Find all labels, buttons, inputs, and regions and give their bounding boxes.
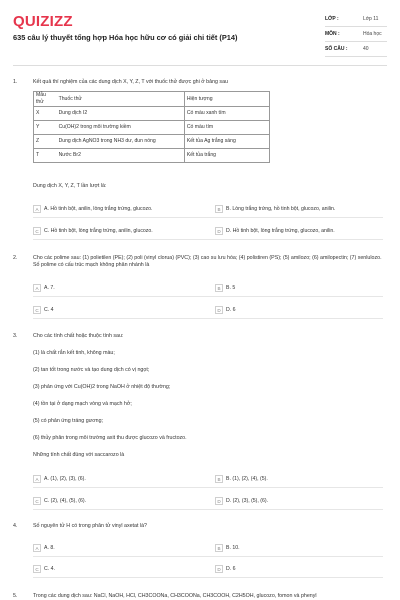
option-text[interactable]: C. 4. [44, 565, 55, 572]
option-letter-box[interactable]: C [33, 565, 41, 573]
option-text[interactable]: A. Hồ tinh bột, anilin, lòng trắng trứng, glucozo. [44, 205, 153, 212]
table-cell: Cu(OH)2 trong môi trường kiềm [57, 121, 185, 135]
table-cell: Mẫu thử [34, 92, 57, 107]
table-row [34, 107, 270, 121]
table-cell: Kết tủa trắng [184, 149, 269, 163]
meta-key: MÔN : [325, 31, 340, 37]
header [0, 0, 400, 70]
question-2 [13, 255, 387, 325]
property-line: (2) tan tốt trong nước và tạo dung dịch có vị ngọt; [33, 367, 150, 373]
option-letter-box[interactable]: A [33, 475, 41, 483]
option-letter-box[interactable]: D [215, 565, 223, 573]
table-row [34, 149, 270, 163]
meta-key: LỚP : [325, 16, 339, 22]
meta-panel [325, 12, 387, 57]
option-letter-box[interactable]: D [215, 306, 223, 314]
property-line: (1) là chất rắn kết tinh, không màu; [33, 350, 115, 356]
meta-row-count [325, 42, 387, 57]
option-letter-box[interactable]: D [215, 227, 223, 235]
option-letter-box[interactable]: B [215, 284, 223, 292]
option-a[interactable] [33, 284, 55, 292]
option-text[interactable]: C. (2), (4), (5), (6). [44, 497, 87, 504]
property-line: (3) phản ứng với Cu(OH)2 trong NaOH ở nhiệt độ thường; [33, 384, 171, 390]
question-number: 5. [13, 593, 18, 599]
option-text[interactable]: B. 10. [226, 544, 240, 551]
question-number: 4. [13, 523, 18, 529]
option-d[interactable] [215, 497, 268, 505]
table-row [34, 92, 270, 107]
table-cell: Y [34, 121, 57, 135]
question-followup: Dung dịch X, Y, Z, T lần lượt là: [33, 183, 107, 189]
experiment-table [33, 91, 270, 163]
table-cell: Hiện tượng [184, 92, 269, 107]
table-row [34, 121, 270, 135]
option-b[interactable] [215, 475, 268, 483]
property-line: (4) tồn tại ở dạng mạch vòng và mạch hở; [33, 401, 132, 407]
option-letter-box[interactable]: C [33, 306, 41, 314]
table-row [34, 135, 270, 149]
table-cell: Nước Br2 [57, 149, 185, 163]
option-d[interactable] [215, 306, 236, 314]
question-number: 3. [13, 333, 18, 339]
question-4 [13, 523, 387, 583]
question-text: Số nguyên tử H có trong phân tử vinyl axetat là? [33, 523, 147, 529]
meta-value: 40 [363, 46, 369, 52]
option-row [33, 203, 383, 218]
meta-value: Hóa học [363, 31, 382, 37]
option-row [33, 304, 383, 319]
option-letter-box[interactable]: A [33, 205, 41, 213]
meta-key: SỐ CÂU : [325, 46, 348, 52]
option-letter-box[interactable]: C [33, 227, 41, 235]
option-a[interactable] [33, 475, 86, 483]
option-row [33, 473, 383, 488]
question-text: Cho các polime sau: (1) polietilen (PE); (2) poli (vinyl clorua) (PVC); (3) cao su lưu hóa; (4) polistiren (PS); (5) amilozo; (6) amilopectin; (7) xenlulozo. Số polime có cấu trúc mạch không phân nhánh là [33, 255, 382, 268]
table-cell: Dung dịch I2 [57, 107, 185, 121]
option-text[interactable]: A. (1), (2), (3), (6). [44, 475, 86, 482]
option-letter-box[interactable]: A [33, 284, 41, 292]
table-cell: Dung dịch AgNO3 trong NH3 dư, đun nóng [57, 135, 185, 149]
table-cell: T [34, 149, 57, 163]
option-d[interactable] [215, 565, 236, 573]
table-cell: Thuốc thử [57, 92, 185, 107]
option-a[interactable] [33, 205, 152, 213]
option-text[interactable]: D. Hồ tinh bột, lòng trắng trứng, glucozo, anilin. [226, 227, 335, 234]
option-c[interactable] [33, 227, 153, 235]
question-text: Trong các dung dịch sau: NaCl, NaOH, HCl, CH3COONa, CH3COONa, CH3COOH, C2H5OH, glucozo, fomon và phenyl [33, 593, 317, 599]
question-followup: Những tính chất đúng với saccarozo là [33, 452, 125, 458]
question-1 [13, 79, 387, 244]
question-number: 1. [13, 79, 18, 85]
option-b[interactable] [215, 544, 240, 552]
option-text[interactable]: B. Lòng trắng trứng, hồ tinh bột, glucozo, anilin. [226, 205, 336, 212]
option-letter-box[interactable]: D [215, 497, 223, 505]
option-letter-box[interactable]: B [215, 475, 223, 483]
page-title: 635 câu lý thuyết tổng hợp Hóa học hữu cơ có giải chi tiết (P14) [13, 33, 238, 42]
option-text[interactable]: B. 5 [226, 284, 236, 291]
option-text[interactable]: C. 4 [44, 306, 54, 313]
option-b[interactable] [215, 284, 235, 292]
header-divider [13, 65, 387, 66]
option-text[interactable]: B. (1), (2), (4), (5). [226, 475, 268, 482]
option-c[interactable] [33, 497, 86, 505]
option-row [33, 542, 383, 557]
question-3 [13, 333, 387, 513]
option-text[interactable]: C. Hồ tinh bột, lòng trắng trứng, anilin, glucozo. [44, 227, 153, 234]
option-c[interactable] [33, 565, 55, 573]
option-row [33, 495, 383, 510]
table-cell: Kết tủa Ag trắng sáng [184, 135, 269, 149]
question-number: 2. [13, 255, 18, 261]
table-cell: Z [34, 135, 57, 149]
table-cell: Có màu tím [184, 121, 269, 135]
option-text[interactable]: A. 8. [44, 544, 55, 551]
option-b[interactable] [215, 205, 335, 213]
option-text[interactable]: D. (2), (3), (5), (6). [226, 497, 269, 504]
property-line: (5) có phản ứng tráng gương; [33, 418, 104, 424]
option-letter-box[interactable]: B [215, 205, 223, 213]
option-c[interactable] [33, 306, 54, 314]
option-text[interactable]: D. 6 [226, 565, 236, 572]
property-line: (6) thủy phân trong môi trường axit thu được glucozo và fructozo. [33, 435, 187, 441]
question-text: Kết quả thí nghiệm của các dung dịch X, Y, Z, T với thuốc thử được ghi ở bảng sau [33, 79, 228, 85]
option-row [33, 282, 383, 297]
option-text[interactable]: A. 7. [44, 284, 55, 291]
meta-value: Lớp 11 [363, 16, 379, 22]
meta-row-class [325, 12, 387, 27]
option-row [33, 225, 383, 240]
quizizz-logo[interactable]: QUIZIZZ [13, 13, 73, 30]
option-letter-box[interactable]: C [33, 497, 41, 505]
option-letter-box[interactable]: A [33, 544, 41, 552]
table-cell: X [34, 107, 57, 121]
meta-row-subject [325, 27, 387, 42]
option-a[interactable] [33, 544, 55, 552]
option-letter-box[interactable]: B [215, 544, 223, 552]
table-cell: Có màu xanh tím [184, 107, 269, 121]
question-5 [13, 593, 387, 600]
option-d[interactable] [215, 227, 335, 235]
question-text: Cho các tính chất hoặc thuộc tính sau: [33, 333, 124, 339]
option-text[interactable]: D. 6 [226, 306, 236, 313]
option-row [33, 563, 383, 578]
